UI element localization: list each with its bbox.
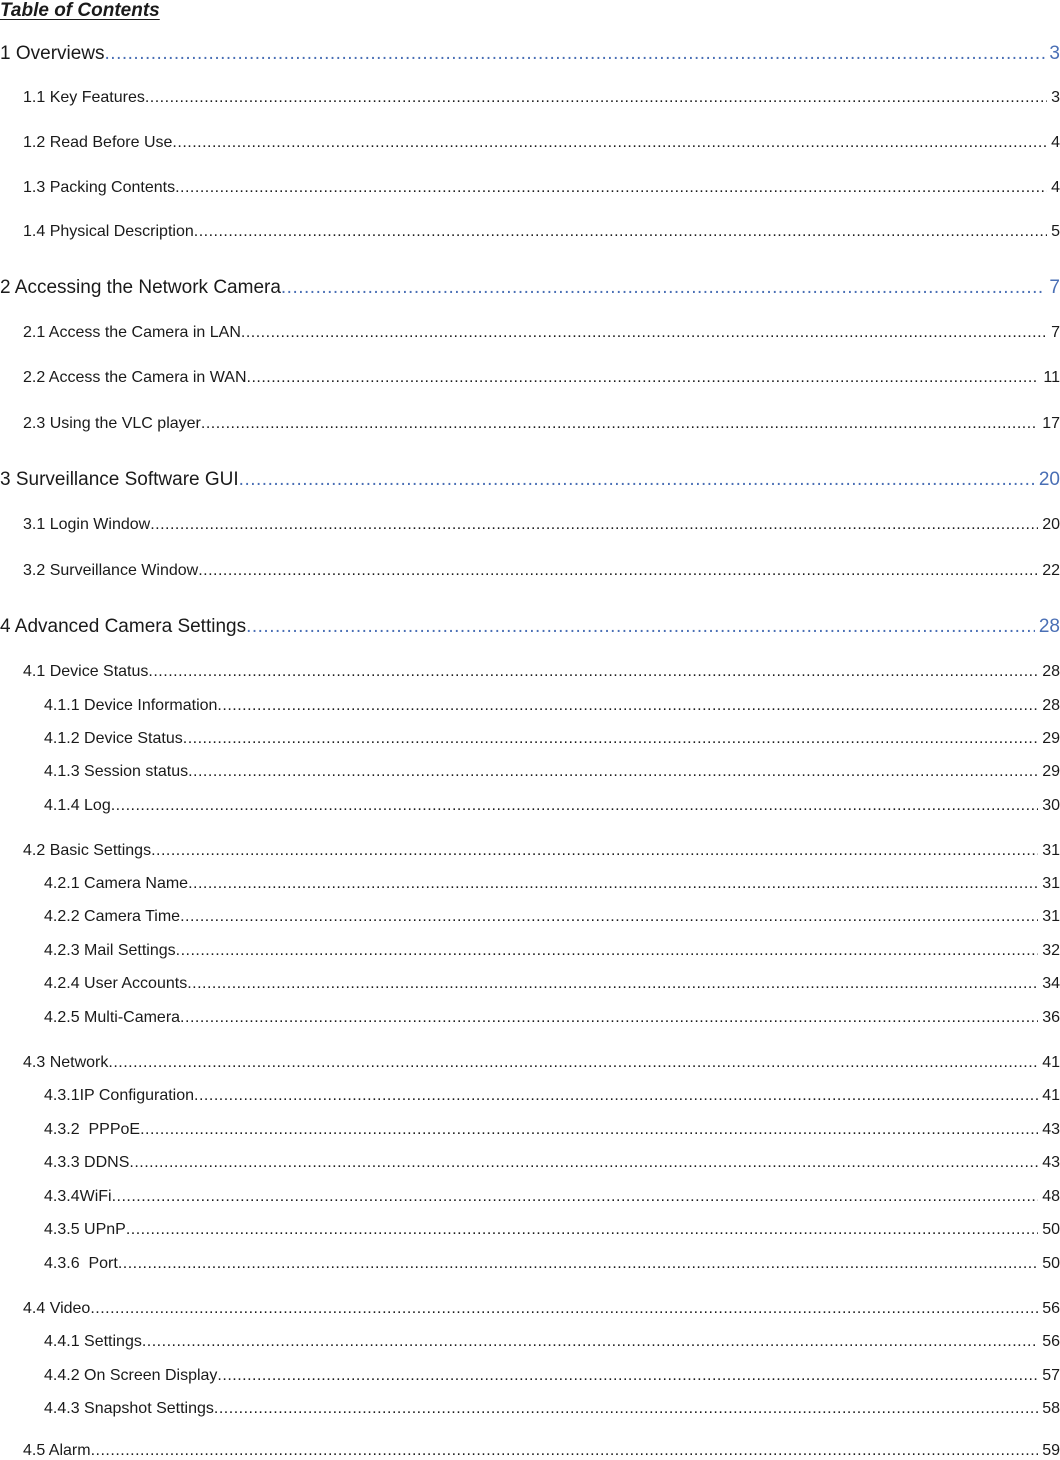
toc-leader-dots [201,415,1038,433]
toc-entry[interactable] [44,975,1060,993]
toc-entry-label: 4.2.2 Camera Time [44,908,181,925]
toc-entry[interactable] [0,43,1060,65]
toc-entry[interactable] [23,369,1060,387]
toc-entry-page-number: 7 [1051,324,1060,341]
toc-entry-page-number: 11 [1043,369,1060,386]
toc-entry-label: 4.3 Network [23,1054,109,1071]
toc-entry-label: 4 Advanced Camera Settings [0,616,247,637]
toc-leader-dots [140,1121,1038,1139]
toc-entry-label: 4.1.2 Device Status [44,730,183,747]
toc-entry-label: 1.1 Key Features [23,89,145,106]
toc-entry-label: 3.1 Login Window [23,516,151,533]
toc-entry-page-number: 4 [1051,179,1060,196]
toc-leader-dots [188,763,1038,781]
toc-entry[interactable] [23,1054,1060,1072]
toc-leader-dots [217,697,1038,715]
toc-entry-label: 4.4.1 Settings [44,1333,142,1350]
toc-entry-page-number: 22 [1042,562,1060,579]
toc-entry[interactable] [0,277,1060,299]
toc-entry-page-number: 34 [1042,975,1060,992]
toc-entry-page-number: 43 [1042,1121,1060,1138]
toc-entry-page-number: 48 [1042,1188,1060,1205]
toc-entry-label: 4.1.1 Device Information [44,697,218,714]
toc-entry-page-number: 31 [1042,842,1060,859]
toc-leader-dots [187,975,1038,993]
toc-entry[interactable] [44,1121,1060,1139]
toc-entry[interactable] [44,697,1060,715]
toc-entry-label: 4.1.3 Session status [44,763,189,780]
toc-entry[interactable] [23,134,1060,152]
toc-leader-dots [241,324,1047,342]
toc-leader-dots [91,1442,1039,1460]
toc-entry[interactable] [23,415,1060,433]
toc-entry-page-number: 28 [1038,616,1060,637]
toc-entry-page-number: 50 [1042,1255,1060,1272]
toc-leader-dots [126,1221,1038,1239]
toc-leader-dots [176,942,1039,960]
toc-entry-label: 4.4.3 Snapshot Settings [44,1400,214,1417]
toc-entry-page-number: 7 [1049,277,1060,298]
toc-entry[interactable] [23,562,1060,580]
toc-entry-label: 2.2 Access the Camera in WAN [23,369,247,386]
toc-entry-label: 4.3.3 DDNS [44,1154,130,1171]
toc-entry-page-number: 29 [1042,763,1060,780]
toc-leader-dots [247,369,1040,387]
toc-entry[interactable] [44,1367,1060,1385]
toc-entry-page-number: 56 [1042,1333,1060,1350]
toc-leader-dots [90,1300,1038,1318]
toc-entry[interactable] [23,663,1060,681]
toc-entry[interactable] [44,1154,1060,1172]
toc-leader-dots [180,1009,1038,1027]
toc-entry-page-number: 50 [1042,1221,1060,1238]
toc-leader-dots [194,1087,1038,1105]
toc-entry[interactable] [44,1009,1060,1027]
toc-entry-label: 3.2 Surveillance Window [23,562,199,579]
toc-entry-label: 4.3.4WiFi [44,1188,112,1205]
toc-leader-dots [239,469,1035,491]
toc-entry-page-number: 5 [1051,223,1060,240]
toc-title: Table of Contents [0,0,160,21]
toc-entry-page-number: 30 [1042,797,1060,814]
toc-entry-label: 4.4.2 On Screen Display [44,1367,218,1384]
toc-leader-dots [151,842,1038,860]
toc-leader-dots [129,1154,1038,1172]
toc-entry-label: 2 Accessing the Network Camera [0,277,281,298]
toc-entry[interactable] [44,1255,1060,1273]
toc-entry[interactable] [23,179,1060,197]
toc-entry-page-number: 57 [1042,1367,1060,1384]
toc-entry-page-number: 17 [1042,415,1060,432]
toc-leader-dots [112,1188,1039,1206]
toc-leader-dots [180,908,1038,926]
toc-entry-label: 4.5 Alarm [23,1442,91,1459]
toc-entry[interactable] [23,89,1060,107]
toc-leader-dots [281,277,1046,299]
toc-entry-page-number: 59 [1042,1442,1060,1459]
toc-entry[interactable] [23,324,1060,342]
toc-entry-label: 2.3 Using the VLC player [23,415,201,432]
toc-entry[interactable] [23,1442,1060,1460]
toc-entry-label: 4.3.1IP Configuration [44,1087,195,1104]
toc-entry-page-number: 28 [1042,697,1060,714]
toc-entry-page-number: 41 [1042,1087,1060,1104]
toc-entry-label: 4.2 Basic Settings [23,842,152,859]
toc-leader-dots [145,89,1047,107]
toc-leader-dots [142,1333,1038,1351]
toc-leader-dots [108,1054,1038,1072]
toc-entry[interactable] [44,797,1060,815]
toc-entry-page-number: 36 [1042,1009,1060,1026]
toc-leader-dots [214,1400,1038,1418]
toc-entry-label: 4.4 Video [23,1300,91,1317]
toc-entry-label: 1.3 Packing Contents [23,179,176,196]
toc-entry-label: 4.2.4 User Accounts [44,975,188,992]
toc-leader-dots [172,134,1047,152]
toc-entry-label: 4.2.1 Camera Name [44,875,189,892]
toc-leader-dots [148,663,1038,681]
toc-entry[interactable] [44,1087,1060,1105]
toc-entry[interactable] [23,516,1060,534]
toc-entry-page-number: 41 [1042,1054,1060,1071]
toc-entry[interactable] [44,908,1060,926]
toc-entry[interactable] [0,469,1060,491]
toc-leader-dots [150,516,1038,534]
toc-leader-dots [198,562,1038,580]
toc-leader-dots [175,179,1047,197]
toc-entry[interactable] [44,1333,1060,1351]
toc-leader-dots [111,797,1038,815]
toc-entry[interactable] [23,842,1060,860]
toc-entry[interactable] [23,1300,1060,1318]
toc-entry[interactable] [44,942,1060,960]
toc-entry[interactable] [44,763,1060,781]
toc-entry[interactable] [44,875,1060,893]
toc-leader-dots [183,730,1038,748]
toc-leader-dots [105,43,1046,65]
toc-entry-label: 4.3.5 UPnP [44,1221,126,1238]
toc-entry-page-number: 3 [1049,43,1060,64]
toc-entry-page-number: 43 [1042,1154,1060,1171]
toc-entry-page-number: 20 [1042,516,1060,533]
toc-entry-label: 3 Surveillance Software GUI [0,469,239,490]
toc-entry-page-number: 58 [1042,1400,1060,1417]
toc-entry-label: 4.2.5 Multi-Camera [44,1009,181,1026]
toc-leader-dots [217,1367,1038,1385]
toc-entry-page-number: 31 [1042,908,1060,925]
toc-entry-label: 2.1 Access the Camera in LAN [23,324,241,341]
toc-entry-page-number: 28 [1042,663,1060,680]
toc-entry[interactable] [23,223,1060,241]
toc-entry-page-number: 3 [1051,89,1060,106]
toc-entry-label: 4.3.2 PPPoE [44,1121,141,1138]
toc-entry-page-number: 29 [1042,730,1060,747]
toc-entry-page-number: 4 [1051,134,1060,151]
toc-leader-dots [118,1255,1038,1273]
toc-leader-dots [188,875,1038,893]
toc-entry-label: 1.4 Physical Description [23,223,194,240]
toc-entry-label: 4.2.3 Mail Settings [44,942,176,959]
toc-entry-label: 4.1 Device Status [23,663,149,680]
toc-entry-label: 4.3.6 Port [44,1255,118,1272]
toc-leader-dots [194,223,1047,241]
toc-entry[interactable] [44,1400,1060,1418]
toc-leader-dots [246,616,1035,638]
toc-entry-page-number: 31 [1042,875,1060,892]
toc-entry[interactable] [0,616,1060,638]
toc-entry-page-number: 20 [1038,469,1060,490]
toc-entry[interactable] [44,1188,1060,1206]
toc-entry-page-number: 32 [1042,942,1060,959]
toc-entry[interactable] [44,1221,1060,1239]
toc-entry-label: 1.2 Read Before Use [23,134,173,151]
toc-entry[interactable] [44,730,1060,748]
toc-entry-label: 1 Overviews [0,43,105,64]
toc-entry-page-number: 56 [1042,1300,1060,1317]
toc-entry-label: 4.1.4 Log [44,797,111,814]
